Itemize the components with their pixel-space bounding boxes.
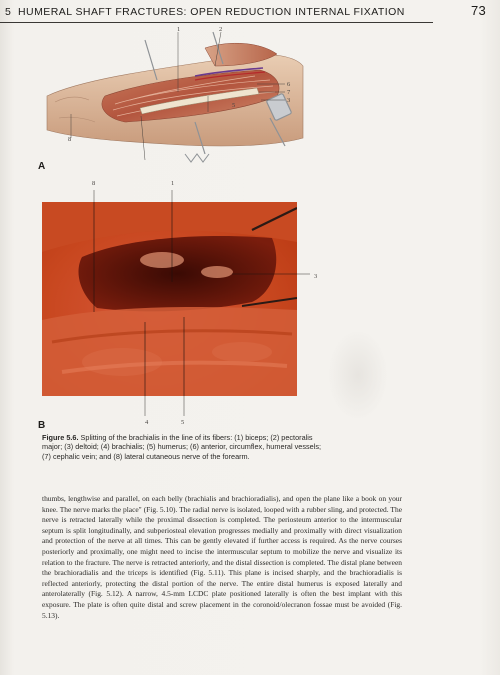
- figure-caption-text: Splitting of the brachialis in the line of its fibers: (1) biceps; (2) pectoralis major; (3) deltoid; (4) brachialis; (5) humerus; (6) anterior, circumflex, humeral vessels; (7) cephalic vein; and (8) lateral cutaneous nerve of the forearm.: [42, 433, 321, 461]
- figure-b-callout-3: 3: [314, 273, 318, 280]
- chapter-number: 5: [5, 6, 12, 18]
- figure-a-callout-7: 7: [287, 89, 291, 96]
- figure-a-callout-2: 2: [219, 26, 223, 33]
- figure-b-callout-1: 1: [171, 180, 175, 187]
- running-header: [0, 4, 500, 22]
- figure-a-panel-label: A: [38, 161, 46, 172]
- figure-a-callout-3: 3: [287, 97, 291, 104]
- header-rule: [0, 22, 433, 23]
- body-paragraph-text: thumbs, lengthwise and parallel, on each belly (brachialis and brachioradialis), and open the plane like a book on your knee. The nerve marks the place" (Fig. 5.10). The radial nerve is isolated, looped with a rubber sling, and protected. The nerve is retracted laterally while the proximal dissection is completed. The periosteum anterior to the intermuscular septum is split longitudinally, and subperiosteal elevation progresses medially and proximally with direct visualization and protection of the nerve at all times. This can be gently elevated if further access is required. As the nerve courses posteriorly and proximally, one might need to incise the intermuscular septum to mobilize the nerve and visualize its relation to the fracture. The nerve is retracted anteriorly, and the distal dissection is completed. The distal plane between the brachioradialis and the triceps is identified (Fig. 5.11). This plane is incised sharply, and the brachioradialis is reflected anteriorly, protecting the distal portion of the nerve. The entire distal humerus is exposed laterally and anterolaterally (Fig. 5.12). A narrow, 4.5-mm LCDC plate positioned laterally is often the best implant with this exposure. The plate is often quite distal and screw placement in the coronoid/olecranon fossae must be avoided (Fig. 5.13).: [42, 494, 402, 620]
- figure-a-callout-6: 6: [287, 81, 291, 88]
- figure-caption-label: Figure 5.6.: [42, 433, 79, 442]
- figure-b-callout-8: 8: [92, 180, 96, 187]
- figure-a-callout-8: 8: [68, 136, 72, 143]
- running-head-title: HUMERAL SHAFT FRACTURES: OPEN REDUCTION INTERNAL FIXATION: [18, 6, 405, 18]
- page-number: 73: [470, 3, 486, 18]
- page-shadow: [328, 330, 388, 420]
- figure-b-photograph: [42, 202, 297, 396]
- figure-a-illustration: [45, 26, 305, 168]
- figure-b-panel-label: B: [38, 420, 46, 431]
- figure-b-callout-4: 4: [145, 419, 149, 426]
- body-paragraph: [42, 494, 402, 621]
- figure-b-callout-5: 5: [181, 419, 185, 426]
- figure-a-callout-1: 1: [177, 26, 181, 33]
- figure-a-callout-5: 5: [232, 102, 236, 109]
- figure-caption: [42, 433, 324, 461]
